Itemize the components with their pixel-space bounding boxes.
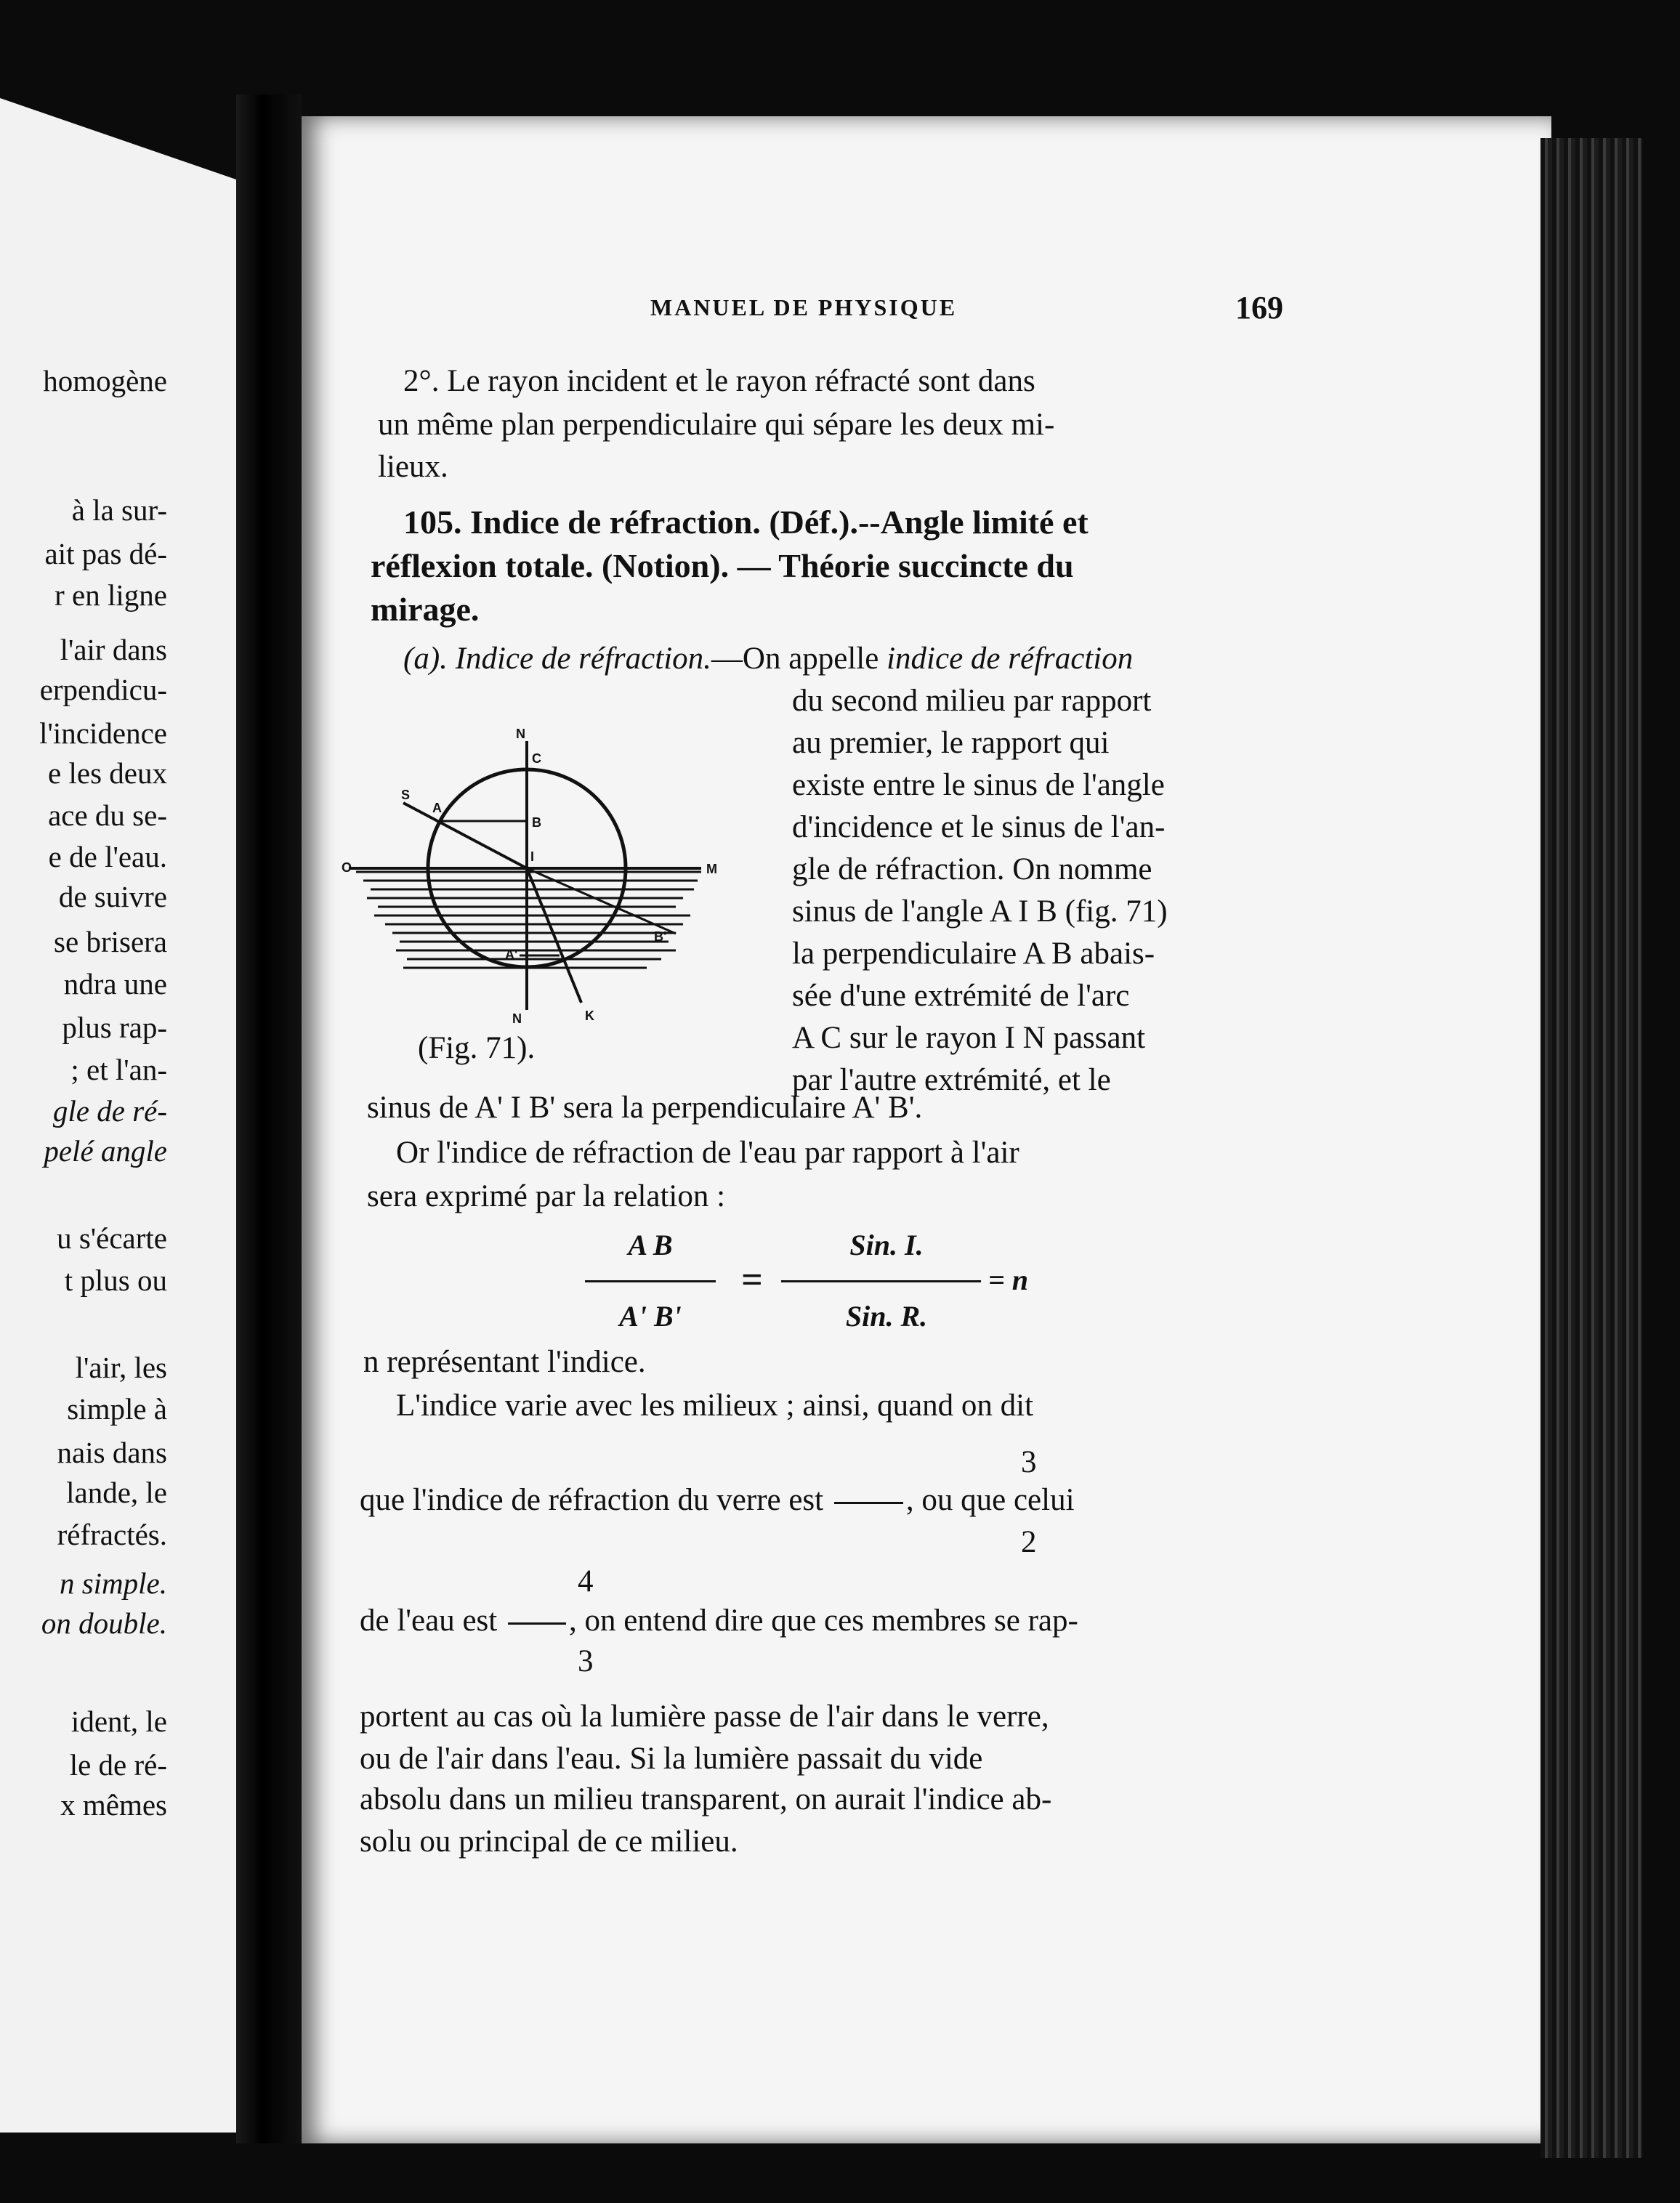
fraction-bar-2: [781, 1280, 981, 1282]
fig-label-a: A: [432, 801, 442, 815]
left-page-line: pelé angle: [44, 1134, 167, 1168]
left-page-line: homogène: [43, 364, 167, 397]
verre-numerator: 3: [1021, 1445, 1037, 1479]
left-page-line: l'air, les: [75, 1351, 167, 1384]
left-page-line: l'incidence: [39, 716, 167, 750]
fig-label-c: C: [532, 751, 541, 766]
incident-ray: [403, 803, 527, 868]
verre-fraction-bar: [834, 1502, 903, 1504]
figure-71-diagram: [334, 719, 727, 1039]
eau-fraction-bar: [508, 1622, 566, 1625]
left-page-line: le de ré-: [69, 1748, 167, 1782]
para1-line-3: lieux.: [378, 450, 448, 484]
para-or-line-1: Or l'indice de réfraction de l'eau par rapport à l'air: [396, 1136, 1019, 1170]
left-page-line: gle de ré-: [52, 1094, 167, 1128]
definition-line: A C sur le rayon I N passant: [792, 1021, 1146, 1055]
left-page-line: on double.: [41, 1606, 167, 1640]
para1-line-2: un même plan perpendiculaire qui sépare les deux mi-: [378, 408, 1055, 442]
definition-line: existe entre le sinus de l'angle: [792, 768, 1165, 802]
left-page-line: erpendicu-: [39, 673, 167, 706]
definition-line: sée d'une extrémité de l'arc: [792, 979, 1130, 1013]
eau-line-after: , on entend dire que ces membres se rap-: [568, 1604, 1078, 1638]
formula-numerator-1: A B: [628, 1229, 673, 1261]
left-page-line: u s'écarte: [57, 1221, 167, 1255]
left-page-line: lande, le: [66, 1476, 167, 1509]
formula-equals: =: [741, 1259, 763, 1301]
left-page-line: de suivre: [58, 880, 167, 913]
formula-denominator-1: A' B': [619, 1300, 682, 1333]
running-header: MANUEL DE PHYSIQUE: [650, 294, 958, 320]
figure-caption: (Fig. 71).: [418, 1031, 536, 1065]
definition-line: du second milieu par rapport: [792, 684, 1152, 718]
left-page-line: simple à: [67, 1392, 167, 1426]
definition-term: indice de réfraction: [887, 642, 1134, 676]
left-page-line: ndra une: [63, 967, 167, 1001]
eau-denominator: 3: [578, 1644, 594, 1678]
formula-result: = n: [988, 1264, 1029, 1296]
definition-line: par l'autre extrémité, et le: [792, 1063, 1111, 1097]
left-page-line: réfractés.: [57, 1518, 167, 1551]
sinus-line: sinus de A' I B' sera la perpendiculaire A' B'.: [367, 1091, 923, 1125]
fig-label-m: M: [706, 862, 717, 876]
formula-denominator-2: Sin. R.: [845, 1300, 928, 1333]
left-page-line: plus rap-: [62, 1011, 167, 1044]
verre-line-after: , ou que celui: [905, 1483, 1075, 1517]
definition-line: d'incidence et le sinus de l'an-: [792, 810, 1166, 844]
left-page-line: x mêmes: [60, 1788, 167, 1822]
left-page-line: nais dans: [57, 1436, 167, 1469]
left-page-line: t plus ou: [64, 1264, 167, 1297]
eau-line: [360, 1603, 1078, 1638]
definition-intro: [403, 641, 1133, 676]
para-or-line-2: sera exprimé par la relation :: [367, 1179, 726, 1213]
fig-label-b: B: [532, 815, 541, 830]
definition-line: gle de réfraction. On nomme: [792, 852, 1152, 886]
left-page-line: ace du se-: [48, 799, 167, 832]
left-page-line: e de l'eau.: [48, 840, 167, 873]
fig-label-s: S: [401, 788, 411, 802]
fig-label-o: O: [342, 860, 352, 875]
final-line-2: ou de l'air dans l'eau. Si la lumière passait du vide: [360, 1742, 983, 1776]
section-heading-line-1: 105. Indice de réfraction. (Déf.).--Angle limité et: [403, 504, 1089, 541]
left-page-line: n simple.: [59, 1567, 167, 1600]
formula-numerator-2: Sin. I.: [849, 1229, 924, 1261]
final-line-3: absolu dans un milieu transparent, on aurait l'indice ab-: [360, 1782, 1052, 1816]
indice-line: L'indice varie avec les milieux ; ainsi, quand on dit: [396, 1389, 1034, 1423]
final-line-4: solu ou principal de ce milieu.: [360, 1824, 738, 1859]
left-page-line: se brisera: [54, 925, 167, 958]
fig-label-i: I: [530, 849, 535, 864]
definition-line: la perpendiculaire A B abais-: [792, 937, 1155, 971]
fig-label-n-top: N: [516, 727, 525, 741]
definition-label: (a). Indice de réfraction.: [403, 642, 711, 676]
definition-lead: —On appelle: [711, 642, 887, 676]
left-page-line: ; et l'an-: [70, 1053, 167, 1086]
page-edges: [1540, 138, 1642, 2158]
verre-line-before: que l'indice de réfraction du verre est: [360, 1483, 824, 1517]
fig-label-n-bottom: N: [512, 1011, 522, 1026]
fig-label-b-prime: B': [654, 929, 667, 944]
eau-numerator: 4: [578, 1564, 594, 1598]
left-page-line: l'air dans: [60, 633, 167, 666]
left-page-line: ait pas dé-: [44, 537, 167, 570]
left-page-line: e les deux: [48, 756, 167, 790]
water-hatching: [356, 872, 701, 968]
fig-label-k: K: [585, 1008, 594, 1023]
definition-line: au premier, le rapport qui: [792, 726, 1110, 760]
left-page-line: ident, le: [70, 1705, 167, 1738]
left-page-line: à la sur-: [71, 493, 167, 527]
page-number: 169: [1235, 290, 1283, 326]
final-line-1: portent au cas où la lumière passe de l'air dans le verre,: [360, 1699, 1049, 1734]
fig-label-a-prime: A': [505, 947, 518, 962]
left-page-line: r en ligne: [54, 578, 167, 612]
definition-line: sinus de l'angle A I B (fig. 71): [792, 894, 1168, 929]
fraction-bar-1: [585, 1280, 716, 1282]
verre-line: [360, 1482, 1075, 1518]
section-heading-line-3: mirage.: [371, 591, 480, 628]
verre-denominator: 2: [1021, 1525, 1037, 1559]
para1-line-1: 2°. Le rayon incident et le rayon réfracté sont dans: [403, 364, 1035, 398]
n-representant-line: n représentant l'indice.: [363, 1345, 646, 1379]
section-heading-line-2: réflexion totale. (Notion). — Théorie succincte du: [371, 547, 1074, 584]
book-gutter: [236, 94, 302, 2143]
eau-line-before: de l'eau est: [360, 1604, 498, 1638]
